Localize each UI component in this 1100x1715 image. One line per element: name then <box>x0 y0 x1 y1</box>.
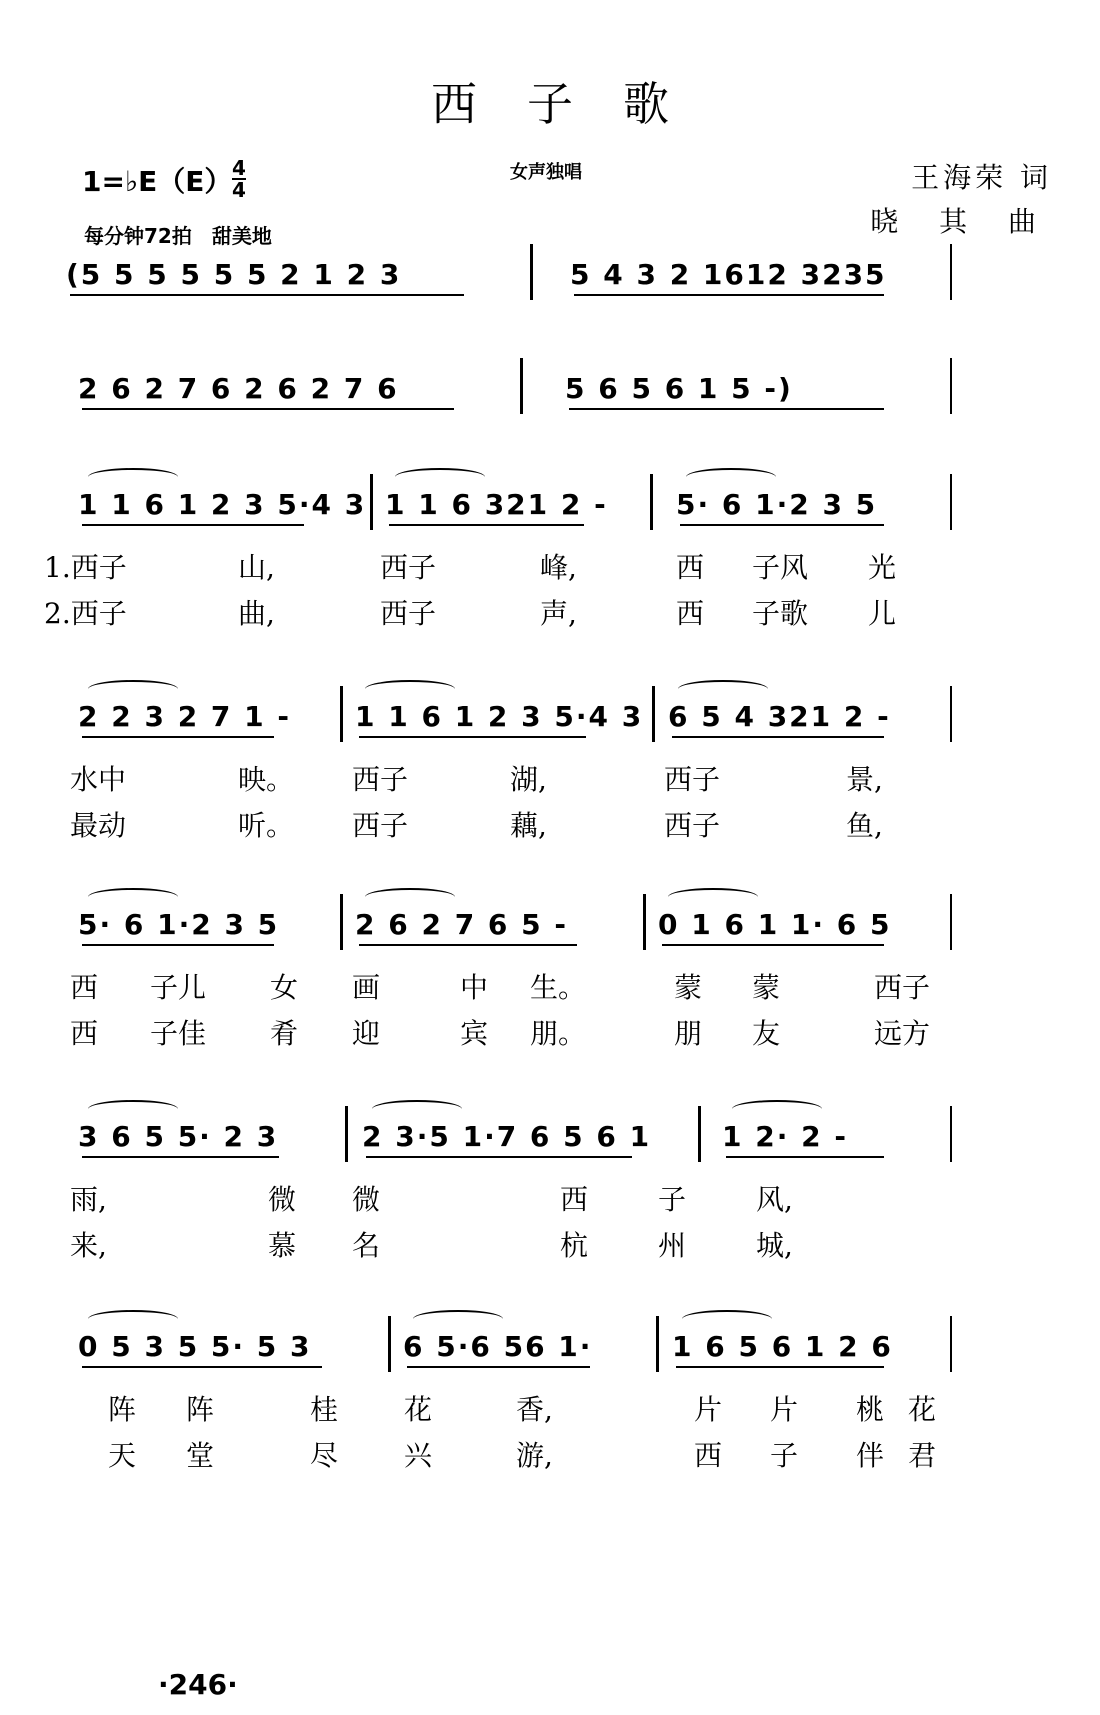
lyric-text: 1.西子 <box>44 551 127 584</box>
lyric-text: 峰, <box>540 551 577 584</box>
lyric-text: 最动 <box>70 809 127 842</box>
measure-notes: 1 1 6 321 2 - <box>385 488 608 521</box>
lyric-text: 子风 <box>752 551 809 584</box>
lyric-text: 女 <box>270 971 299 1004</box>
bar-line <box>950 686 952 742</box>
beam-underline <box>726 1156 884 1158</box>
measure-notes: 6 5·6 56 1· <box>403 1330 593 1363</box>
lyric-text: 西 <box>560 1183 589 1216</box>
beam-underline <box>82 1366 322 1368</box>
lyric-text: 水中 <box>70 763 127 796</box>
lyric-text: 儿 <box>868 597 897 630</box>
lyric-text: 桃 <box>856 1393 885 1426</box>
slur-arc <box>88 1310 178 1328</box>
slur-arc <box>668 888 758 906</box>
lyric-text: 鱼, <box>846 809 883 842</box>
lyric-text: 伴 <box>856 1439 885 1472</box>
lyric-text: 蒙 <box>674 971 703 1004</box>
lyric-text: 西子 <box>664 809 721 842</box>
lyric-text: 尽 <box>310 1439 339 1472</box>
lyric-text: 风, <box>756 1183 793 1216</box>
slur-arc <box>88 888 178 906</box>
lyric-text: 声, <box>540 597 577 630</box>
lyric-text: 迎 <box>352 1017 381 1050</box>
measure-notes: 2 6 2 7 6 2 6 2 7 6 <box>78 372 399 405</box>
lyric-text: 中 <box>460 971 489 1004</box>
lyric-text: 西 <box>676 597 705 630</box>
lyric-text: 山, <box>238 551 275 584</box>
beam-underline <box>82 1156 279 1158</box>
lyricist-credit: 王海荣 词 <box>911 161 1052 194</box>
bar-line <box>950 894 952 950</box>
bar-line <box>950 244 952 300</box>
lyric-text: 朋 <box>674 1017 703 1050</box>
lyric-text: 君 <box>908 1439 937 1472</box>
tempo-marking: 每分钟72拍 甜美地 <box>84 224 272 248</box>
lyric-text: 花 <box>404 1393 433 1426</box>
bar-line <box>698 1106 701 1162</box>
beam-underline <box>680 524 884 526</box>
bar-line <box>950 1106 952 1162</box>
slur-arc <box>88 680 178 698</box>
lyric-text: 蒙 <box>752 971 781 1004</box>
lyric-text: 西子 <box>664 763 721 796</box>
lyric-text: 阵 <box>186 1393 215 1426</box>
lyric-text: 光 <box>868 551 897 584</box>
measure-notes: 1 1 6 1 2 3 5·4 3 <box>78 488 367 521</box>
bar-line <box>656 1316 659 1372</box>
bar-line <box>345 1106 348 1162</box>
lyric-text: 西 <box>676 551 705 584</box>
slur-arc <box>372 1100 462 1118</box>
lyric-text: 宾 <box>460 1017 489 1050</box>
measure-notes: 2 3·5 1·7 6 5 6 1 <box>362 1120 652 1153</box>
beam-underline <box>389 524 584 526</box>
page-number: ·246· <box>158 1668 238 1701</box>
lyric-text: 花 <box>908 1393 937 1426</box>
lyric-text: 西子 <box>352 809 409 842</box>
beam-underline <box>662 944 884 946</box>
lyric-text: 2.西子 <box>44 597 127 630</box>
measure-notes: 5 6 5 6 1 5 -) <box>565 372 793 405</box>
beam-underline <box>359 944 577 946</box>
key-signature: 1=♭E（E） <box>82 165 233 198</box>
lyric-text: 微 <box>268 1183 297 1216</box>
bar-line <box>340 894 343 950</box>
beam-underline <box>407 1366 590 1368</box>
bar-line <box>650 474 653 530</box>
bar-line <box>388 1316 391 1372</box>
measure-notes: 5 4 3 2 1612 3235 <box>570 258 887 291</box>
lyric-text: 子儿 <box>150 971 207 1004</box>
measure-notes: 6 5 4 321 2 - <box>668 700 891 733</box>
measure-notes: 2 6 2 7 6 5 - <box>355 908 569 941</box>
slur-arc <box>686 468 776 486</box>
lyric-text: 天 <box>108 1439 137 1472</box>
lyric-text: 生。 <box>530 971 587 1004</box>
lyric-text: 曲, <box>238 597 275 630</box>
measure-notes: 5· 6 1·2 3 5 <box>676 488 878 521</box>
beam-underline <box>82 736 274 738</box>
beam-underline <box>82 944 274 946</box>
slur-arc <box>682 1310 772 1328</box>
lyric-text: 子 <box>770 1439 799 1472</box>
lyric-text: 西子 <box>352 763 409 796</box>
lyric-text: 香, <box>516 1393 553 1426</box>
lyric-text: 西 <box>694 1439 723 1472</box>
beam-underline <box>82 524 304 526</box>
time-signature <box>232 158 246 200</box>
bar-line <box>950 474 952 530</box>
composer-credit: 晓 其 曲 <box>870 205 1052 238</box>
song-title: 西子歌 <box>431 77 719 131</box>
slur-arc <box>365 680 455 698</box>
lyric-text: 藕, <box>510 809 547 842</box>
bar-line <box>643 894 646 950</box>
lyric-text: 西子 <box>380 597 437 630</box>
slur-arc <box>413 1310 503 1328</box>
slur-arc <box>678 680 768 698</box>
lyric-text: 片 <box>770 1393 799 1426</box>
lyric-text: 慕 <box>268 1229 297 1262</box>
bar-line <box>950 1316 952 1372</box>
lyric-text: 肴 <box>270 1017 299 1050</box>
measure-notes: 0 5 3 5 5· 5 3 <box>78 1330 312 1363</box>
lyric-text: 朋。 <box>530 1017 587 1050</box>
lyric-text: 远方 <box>874 1017 931 1050</box>
time-signature-bottom: 4 <box>232 178 246 202</box>
measure-notes: 1 6 5 6 1 2 6 <box>672 1330 893 1363</box>
slur-arc <box>395 468 485 486</box>
measure-notes: 3 6 5 5· 2 3 <box>78 1120 279 1153</box>
slur-arc <box>365 888 455 906</box>
time-signature-top: 4 <box>232 156 246 180</box>
lyric-text: 桂 <box>310 1393 339 1426</box>
slur-arc <box>88 468 178 486</box>
beam-underline <box>676 1366 884 1368</box>
bar-line <box>530 244 533 300</box>
lyric-text: 湖, <box>510 763 547 796</box>
measure-notes: (5 5 5 5 5 5 2 1 2 3 <box>66 258 402 291</box>
lyric-text: 游, <box>516 1439 553 1472</box>
lyric-text: 西子 <box>380 551 437 584</box>
lyric-text: 子 <box>658 1183 687 1216</box>
measure-notes: 1 1 6 1 2 3 5·4 3 <box>355 700 644 733</box>
bar-line <box>652 686 655 742</box>
lyric-text: 友 <box>752 1017 781 1050</box>
bar-line <box>520 358 523 414</box>
lyric-text: 西 <box>70 971 99 1004</box>
beam-underline <box>359 736 586 738</box>
lyric-text: 名 <box>352 1229 381 1262</box>
lyric-text: 兴 <box>404 1439 433 1472</box>
lyric-text: 西 <box>70 1017 99 1050</box>
measure-notes: 1 2· 2 - <box>722 1120 848 1153</box>
lyric-text: 画 <box>352 971 381 1004</box>
beam-underline <box>70 294 464 296</box>
beam-underline <box>574 294 884 296</box>
lyric-text: 阵 <box>108 1393 137 1426</box>
lyric-text: 堂 <box>186 1439 215 1472</box>
lyric-text: 西子 <box>874 971 931 1004</box>
lyric-text: 子佳 <box>150 1017 207 1050</box>
slur-arc <box>88 1100 178 1118</box>
measure-notes: 5· 6 1·2 3 5 <box>78 908 280 941</box>
beam-underline <box>672 736 884 738</box>
lyric-text: 雨, <box>70 1183 107 1216</box>
measure-notes: 2 2 3 2 7 1 - <box>78 700 292 733</box>
slur-arc <box>732 1100 822 1118</box>
beam-underline <box>569 408 884 410</box>
lyric-text: 州 <box>658 1229 687 1262</box>
lyric-text: 微 <box>352 1183 381 1216</box>
beam-underline <box>366 1156 632 1158</box>
beam-underline <box>82 408 454 410</box>
lyric-text: 映。 <box>238 763 295 796</box>
lyric-text: 景, <box>846 763 883 796</box>
lyric-text: 来, <box>70 1229 107 1262</box>
performance-type: 女声独唱 <box>510 162 582 183</box>
bar-line <box>340 686 343 742</box>
measure-notes: 0 1 6 1 1· 6 5 <box>658 908 892 941</box>
lyric-text: 杭 <box>560 1229 589 1262</box>
lyric-text: 片 <box>694 1393 723 1426</box>
lyric-text: 听。 <box>238 809 295 842</box>
bar-line <box>370 474 373 530</box>
lyric-text: 子歌 <box>752 597 809 630</box>
lyric-text: 城, <box>756 1229 793 1262</box>
bar-line <box>950 358 952 414</box>
